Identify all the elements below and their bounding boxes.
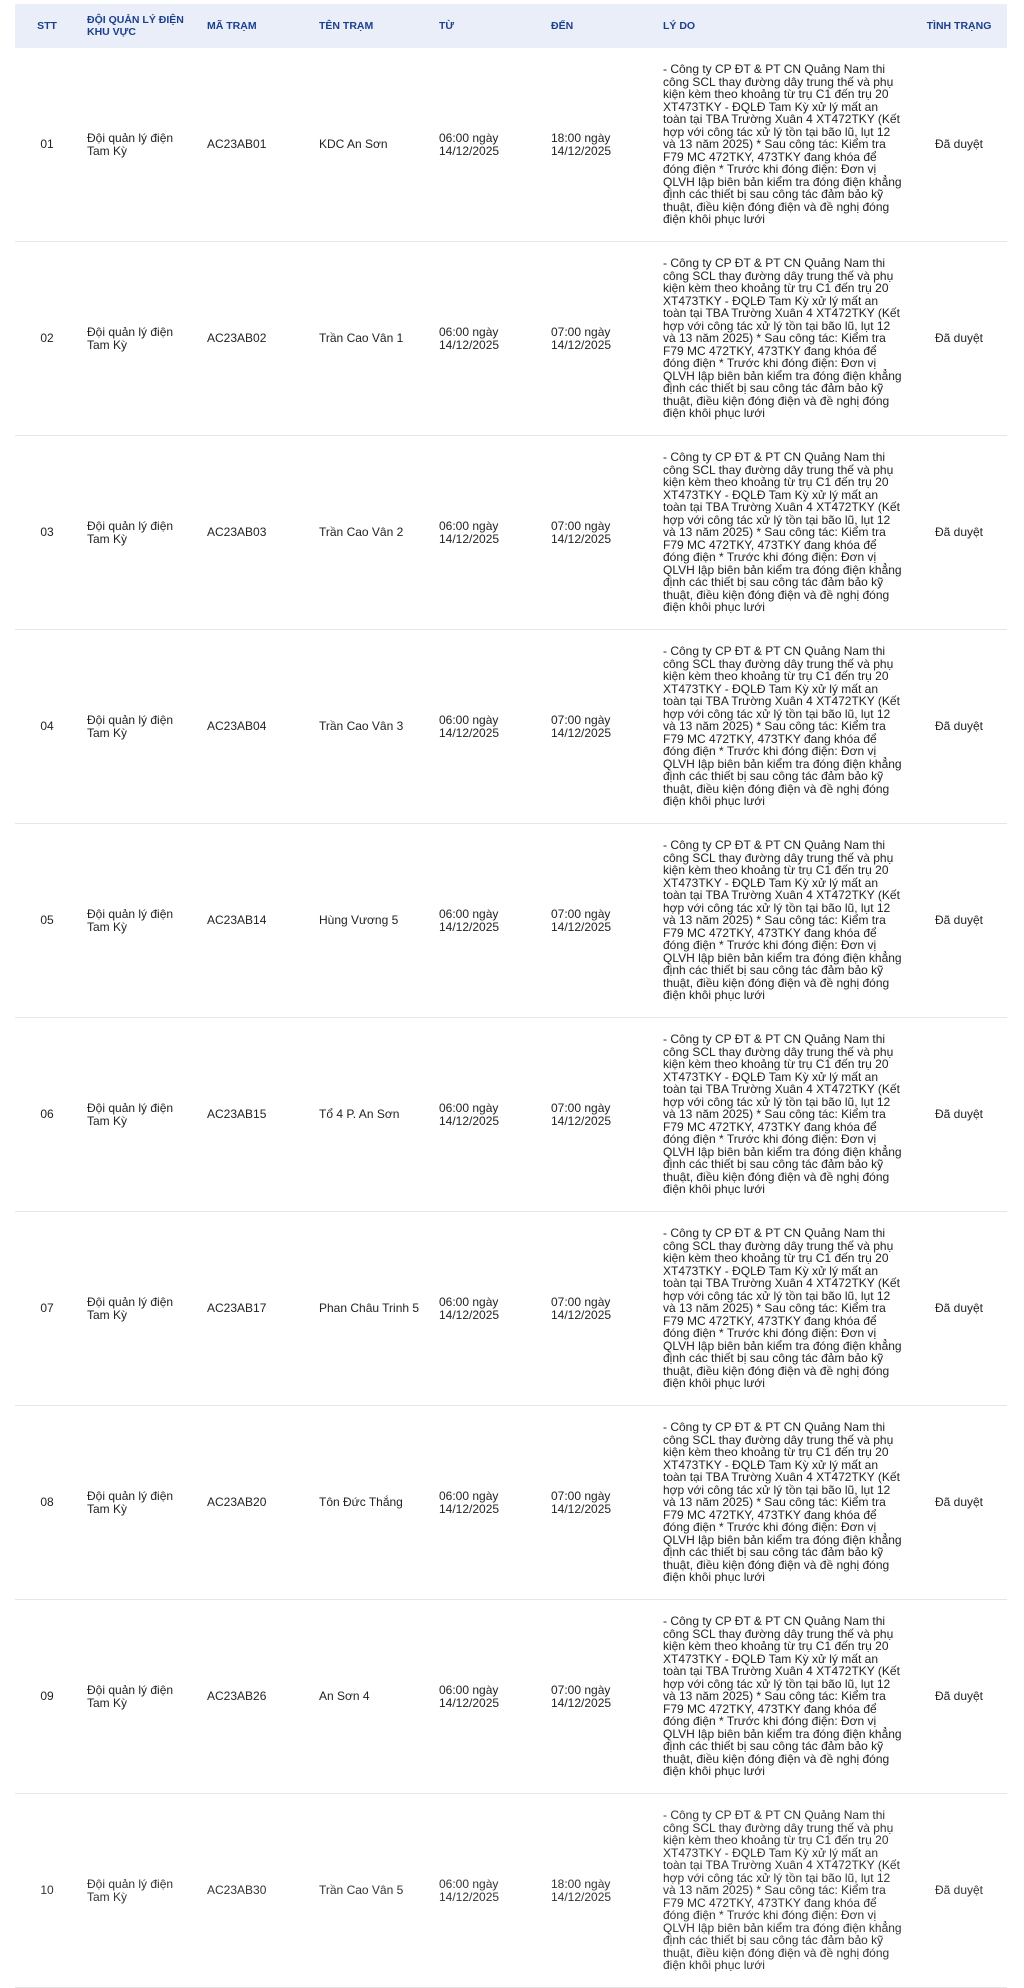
table-row bbox=[15, 630, 1007, 824]
row-reason: - Công ty CP ĐT & PT CN Quảng Nam thi công SCL thay đường dây trung thế và phụ kiện kèm theo khoảng từ trụ C1 đến trụ 20 XT473TKY - ĐQLĐ Tam Kỳ xử lý mất an toàn tại TBA Trường Xuân 4 XT472TKY (Kết hợp với công tác xử lý tồn tại bão lũ, lụt 12 và 13 năm 2025) * Sau công tác: Kiểm tra F79 MC 472TKY, 473TKY đang khóa để đóng điện * Trước khi đóng điện: Đơn vị QLVH lập biên bản kiểm tra đóng điện khẳng định các thiết bị sau công tác đảm bảo kỹ thuật, điều kiện đóng điện và đề nghị đóng điện khôi phục lưới bbox=[655, 824, 911, 1018]
row-station-name: An Sơn 4 bbox=[311, 1600, 431, 1794]
row-unit: Đội quản lý điện Tam Kỳ bbox=[79, 1600, 199, 1794]
row-stt: 03 bbox=[15, 436, 79, 630]
row-to: 18:00 ngày 14/12/2025 bbox=[543, 1794, 655, 1988]
row-stt: 01 bbox=[15, 48, 79, 242]
row-station-code: AC23AB26 bbox=[199, 1600, 311, 1794]
header-status: TÌNH TRẠNG bbox=[911, 4, 1007, 48]
row-to: 07:00 ngày 14/12/2025 bbox=[543, 1600, 655, 1794]
row-from: 06:00 ngày 14/12/2025 bbox=[431, 1212, 543, 1406]
row-unit: Đội quản lý điện Tam Kỳ bbox=[79, 1212, 199, 1406]
row-from: 06:00 ngày 14/12/2025 bbox=[431, 1018, 543, 1212]
table-row bbox=[15, 824, 1007, 1018]
row-stt: 06 bbox=[15, 1018, 79, 1212]
row-status: Đã duyệt bbox=[911, 1794, 1007, 1988]
outage-table bbox=[15, 4, 1007, 1988]
row-station-code: AC23AB20 bbox=[199, 1406, 311, 1600]
row-station-name: Trần Cao Vân 3 bbox=[311, 630, 431, 824]
row-station-name: Trần Cao Vân 2 bbox=[311, 436, 431, 630]
row-to: 07:00 ngày 14/12/2025 bbox=[543, 436, 655, 630]
table-row bbox=[15, 48, 1007, 242]
row-to: 07:00 ngày 14/12/2025 bbox=[543, 824, 655, 1018]
row-stt: 04 bbox=[15, 630, 79, 824]
header-station-code: MÃ TRẠM bbox=[199, 4, 311, 48]
table-row bbox=[15, 1212, 1007, 1406]
row-reason: - Công ty CP ĐT & PT CN Quảng Nam thi công SCL thay đường dây trung thế và phụ kiện kèm theo khoảng từ trụ C1 đến trụ 20 XT473TKY - ĐQLĐ Tam Kỳ xử lý mất an toàn tại TBA Trường Xuân 4 XT472TKY (Kết hợp với công tác xử lý tồn tại bão lũ, lụt 12 và 13 năm 2025) * Sau công tác: Kiểm tra F79 MC 472TKY, 473TKY đang khóa để đóng điện * Trước khi đóng điện: Đơn vị QLVH lập biên bản kiểm tra đóng điện khẳng định các thiết bị sau công tác đảm bảo kỹ thuật, điều kiện đóng điện và đề nghị đóng điện khôi phục lưới bbox=[655, 436, 911, 630]
row-stt: 02 bbox=[15, 242, 79, 436]
row-reason: - Công ty CP ĐT & PT CN Quảng Nam thi công SCL thay đường dây trung thế và phụ kiện kèm theo khoảng từ trụ C1 đến trụ 20 XT473TKY - ĐQLĐ Tam Kỳ xử lý mất an toàn tại TBA Trường Xuân 4 XT472TKY (Kết hợp với công tác xử lý tồn tại bão lũ, lụt 12 và 13 năm 2025) * Sau công tác: Kiểm tra F79 MC 472TKY, 473TKY đang khóa để đóng điện * Trước khi đóng điện: Đơn vị QLVH lập biên bản kiểm tra đóng điện khẳng định các thiết bị sau công tác đảm bảo kỹ thuật, điều kiện đóng điện và đề nghị đóng điện khôi phục lưới bbox=[655, 1406, 911, 1600]
row-reason: - Công ty CP ĐT & PT CN Quảng Nam thi công SCL thay đường dây trung thế và phụ kiện kèm theo khoảng từ trụ C1 đến trụ 20 XT473TKY - ĐQLĐ Tam Kỳ xử lý mất an toàn tại TBA Trường Xuân 4 XT472TKY (Kết hợp với công tác xử lý tồn tại bão lũ, lụt 12 và 13 năm 2025) * Sau công tác: Kiểm tra F79 MC 472TKY, 473TKY đang khóa để đóng điện * Trước khi đóng điện: Đơn vị QLVH lập biên bản kiểm tra đóng điện khẳng định các thiết bị sau công tác đảm bảo kỹ thuật, điều kiện đóng điện và đề nghị đóng điện khôi phục lưới bbox=[655, 242, 911, 436]
row-station-code: AC23AB01 bbox=[199, 48, 311, 242]
row-stt: 08 bbox=[15, 1406, 79, 1600]
row-reason: - Công ty CP ĐT & PT CN Quảng Nam thi công SCL thay đường dây trung thế và phụ kiện kèm theo khoảng từ trụ C1 đến trụ 20 XT473TKY - ĐQLĐ Tam Kỳ xử lý mất an toàn tại TBA Trường Xuân 4 XT472TKY (Kết hợp với công tác xử lý tồn tại bão lũ, lụt 12 và 13 năm 2025) * Sau công tác: Kiểm tra F79 MC 472TKY, 473TKY đang khóa để đóng điện * Trước khi đóng điện: Đơn vị QLVH lập biên bản kiểm tra đóng điện khẳng định các thiết bị sau công tác đảm bảo kỹ thuật, điều kiện đóng điện và đề nghị đóng điện khôi phục lưới bbox=[655, 1600, 911, 1794]
row-station-name: KDC An Sơn bbox=[311, 48, 431, 242]
row-station-code: AC23AB02 bbox=[199, 242, 311, 436]
row-station-code: AC23AB14 bbox=[199, 824, 311, 1018]
row-to: 18:00 ngày 14/12/2025 bbox=[543, 48, 655, 242]
header-stt: STT bbox=[15, 4, 79, 48]
row-stt: 10 bbox=[15, 1794, 79, 1988]
row-to: 07:00 ngày 14/12/2025 bbox=[543, 1212, 655, 1406]
row-station-name: Trần Cao Vân 5 bbox=[311, 1794, 431, 1988]
table-row bbox=[15, 1018, 1007, 1212]
row-stt: 05 bbox=[15, 824, 79, 1018]
table-header-row bbox=[15, 4, 1007, 48]
row-unit: Đội quản lý điện Tam Kỳ bbox=[79, 242, 199, 436]
header-station-name: TÊN TRẠM bbox=[311, 4, 431, 48]
row-station-name: Phan Châu Trinh 5 bbox=[311, 1212, 431, 1406]
row-unit: Đội quản lý điện Tam Kỳ bbox=[79, 48, 199, 242]
row-status: Đã duyệt bbox=[911, 824, 1007, 1018]
row-from: 06:00 ngày 14/12/2025 bbox=[431, 48, 543, 242]
row-reason: - Công ty CP ĐT & PT CN Quảng Nam thi công SCL thay đường dây trung thế và phụ kiện kèm theo khoảng từ trụ C1 đến trụ 20 XT473TKY - ĐQLĐ Tam Kỳ xử lý mất an toàn tại TBA Trường Xuân 4 XT472TKY (Kết hợp với công tác xử lý tồn tại bão lũ, lụt 12 và 13 năm 2025) * Sau công tác: Kiểm tra F79 MC 472TKY, 473TKY đang khóa để đóng điện * Trước khi đóng điện: Đơn vị QLVH lập biên bản kiểm tra đóng điện khẳng định các thiết bị sau công tác đảm bảo kỹ thuật, điều kiện đóng điện và đề nghị đóng điện khôi phục lưới bbox=[655, 1794, 911, 1988]
row-reason: - Công ty CP ĐT & PT CN Quảng Nam thi công SCL thay đường dây trung thế và phụ kiện kèm theo khoảng từ trụ C1 đến trụ 20 XT473TKY - ĐQLĐ Tam Kỳ xử lý mất an toàn tại TBA Trường Xuân 4 XT472TKY (Kết hợp với công tác xử lý tồn tại bão lũ, lụt 12 và 13 năm 2025) * Sau công tác: Kiểm tra F79 MC 472TKY, 473TKY đang khóa để đóng điện * Trước khi đóng điện: Đơn vị QLVH lập biên bản kiểm tra đóng điện khẳng định các thiết bị sau công tác đảm bảo kỹ thuật, điều kiện đóng điện và đề nghị đóng điện khôi phục lưới bbox=[655, 48, 911, 242]
row-station-name: Hùng Vương 5 bbox=[311, 824, 431, 1018]
row-station-code: AC23AB03 bbox=[199, 436, 311, 630]
row-to: 07:00 ngày 14/12/2025 bbox=[543, 1406, 655, 1600]
row-stt: 09 bbox=[15, 1600, 79, 1794]
row-status: Đã duyệt bbox=[911, 48, 1007, 242]
header-reason: LÝ DO bbox=[655, 4, 911, 48]
row-status: Đã duyệt bbox=[911, 630, 1007, 824]
row-station-code: AC23AB15 bbox=[199, 1018, 311, 1212]
row-from: 06:00 ngày 14/12/2025 bbox=[431, 436, 543, 630]
table-row bbox=[15, 1406, 1007, 1600]
table-row bbox=[15, 1794, 1007, 1988]
row-station-name: Tôn Đức Thắng bbox=[311, 1406, 431, 1600]
header-to: ĐẾN bbox=[543, 4, 655, 48]
row-unit: Đội quản lý điện Tam Kỳ bbox=[79, 630, 199, 824]
row-to: 07:00 ngày 14/12/2025 bbox=[543, 1018, 655, 1212]
row-from: 06:00 ngày 14/12/2025 bbox=[431, 630, 543, 824]
row-status: Đã duyệt bbox=[911, 1018, 1007, 1212]
outage-schedule bbox=[15, 4, 1007, 1988]
table-row bbox=[15, 1600, 1007, 1794]
header-unit: ĐỘI QUẢN LÝ ĐIỆN KHU VỰC bbox=[79, 4, 199, 48]
header-from: TỪ bbox=[431, 4, 543, 48]
row-from: 06:00 ngày 14/12/2025 bbox=[431, 1600, 543, 1794]
table-row bbox=[15, 436, 1007, 630]
row-reason: - Công ty CP ĐT & PT CN Quảng Nam thi công SCL thay đường dây trung thế và phụ kiện kèm theo khoảng từ trụ C1 đến trụ 20 XT473TKY - ĐQLĐ Tam Kỳ xử lý mất an toàn tại TBA Trường Xuân 4 XT472TKY (Kết hợp với công tác xử lý tồn tại bão lũ, lụt 12 và 13 năm 2025) * Sau công tác: Kiểm tra F79 MC 472TKY, 473TKY đang khóa để đóng điện * Trước khi đóng điện: Đơn vị QLVH lập biên bản kiểm tra đóng điện khẳng định các thiết bị sau công tác đảm bảo kỹ thuật, điều kiện đóng điện và đề nghị đóng điện khôi phục lưới bbox=[655, 1018, 911, 1212]
row-from: 06:00 ngày 14/12/2025 bbox=[431, 1794, 543, 1988]
row-to: 07:00 ngày 14/12/2025 bbox=[543, 630, 655, 824]
row-status: Đã duyệt bbox=[911, 1212, 1007, 1406]
row-from: 06:00 ngày 14/12/2025 bbox=[431, 1406, 543, 1600]
row-station-code: AC23AB17 bbox=[199, 1212, 311, 1406]
row-station-code: AC23AB30 bbox=[199, 1794, 311, 1988]
row-from: 06:00 ngày 14/12/2025 bbox=[431, 824, 543, 1018]
row-station-name: Trần Cao Vân 1 bbox=[311, 242, 431, 436]
row-unit: Đội quản lý điện Tam Kỳ bbox=[79, 824, 199, 1018]
row-status: Đã duyệt bbox=[911, 242, 1007, 436]
row-reason: - Công ty CP ĐT & PT CN Quảng Nam thi công SCL thay đường dây trung thế và phụ kiện kèm theo khoảng từ trụ C1 đến trụ 20 XT473TKY - ĐQLĐ Tam Kỳ xử lý mất an toàn tại TBA Trường Xuân 4 XT472TKY (Kết hợp với công tác xử lý tồn tại bão lũ, lụt 12 và 13 năm 2025) * Sau công tác: Kiểm tra F79 MC 472TKY, 473TKY đang khóa để đóng điện * Trước khi đóng điện: Đơn vị QLVH lập biên bản kiểm tra đóng điện khẳng định các thiết bị sau công tác đảm bảo kỹ thuật, điều kiện đóng điện và đề nghị đóng điện khôi phục lưới bbox=[655, 630, 911, 824]
row-station-code: AC23AB04 bbox=[199, 630, 311, 824]
row-unit: Đội quản lý điện Tam Kỳ bbox=[79, 1018, 199, 1212]
row-to: 07:00 ngày 14/12/2025 bbox=[543, 242, 655, 436]
row-reason: - Công ty CP ĐT & PT CN Quảng Nam thi công SCL thay đường dây trung thế và phụ kiện kèm theo khoảng từ trụ C1 đến trụ 20 XT473TKY - ĐQLĐ Tam Kỳ xử lý mất an toàn tại TBA Trường Xuân 4 XT472TKY (Kết hợp với công tác xử lý tồn tại bão lũ, lụt 12 và 13 năm 2025) * Sau công tác: Kiểm tra F79 MC 472TKY, 473TKY đang khóa để đóng điện * Trước khi đóng điện: Đơn vị QLVH lập biên bản kiểm tra đóng điện khẳng định các thiết bị sau công tác đảm bảo kỹ thuật, điều kiện đóng điện và đề nghị đóng điện khôi phục lưới bbox=[655, 1212, 911, 1406]
row-stt: 07 bbox=[15, 1212, 79, 1406]
row-from: 06:00 ngày 14/12/2025 bbox=[431, 242, 543, 436]
row-station-name: Tổ 4 P. An Sơn bbox=[311, 1018, 431, 1212]
row-status: Đã duyệt bbox=[911, 1600, 1007, 1794]
table-row bbox=[15, 242, 1007, 436]
row-status: Đã duyệt bbox=[911, 436, 1007, 630]
row-unit: Đội quản lý điện Tam Kỳ bbox=[79, 1794, 199, 1988]
row-unit: Đội quản lý điện Tam Kỳ bbox=[79, 1406, 199, 1600]
row-status: Đã duyệt bbox=[911, 1406, 1007, 1600]
row-unit: Đội quản lý điện Tam Kỳ bbox=[79, 436, 199, 630]
